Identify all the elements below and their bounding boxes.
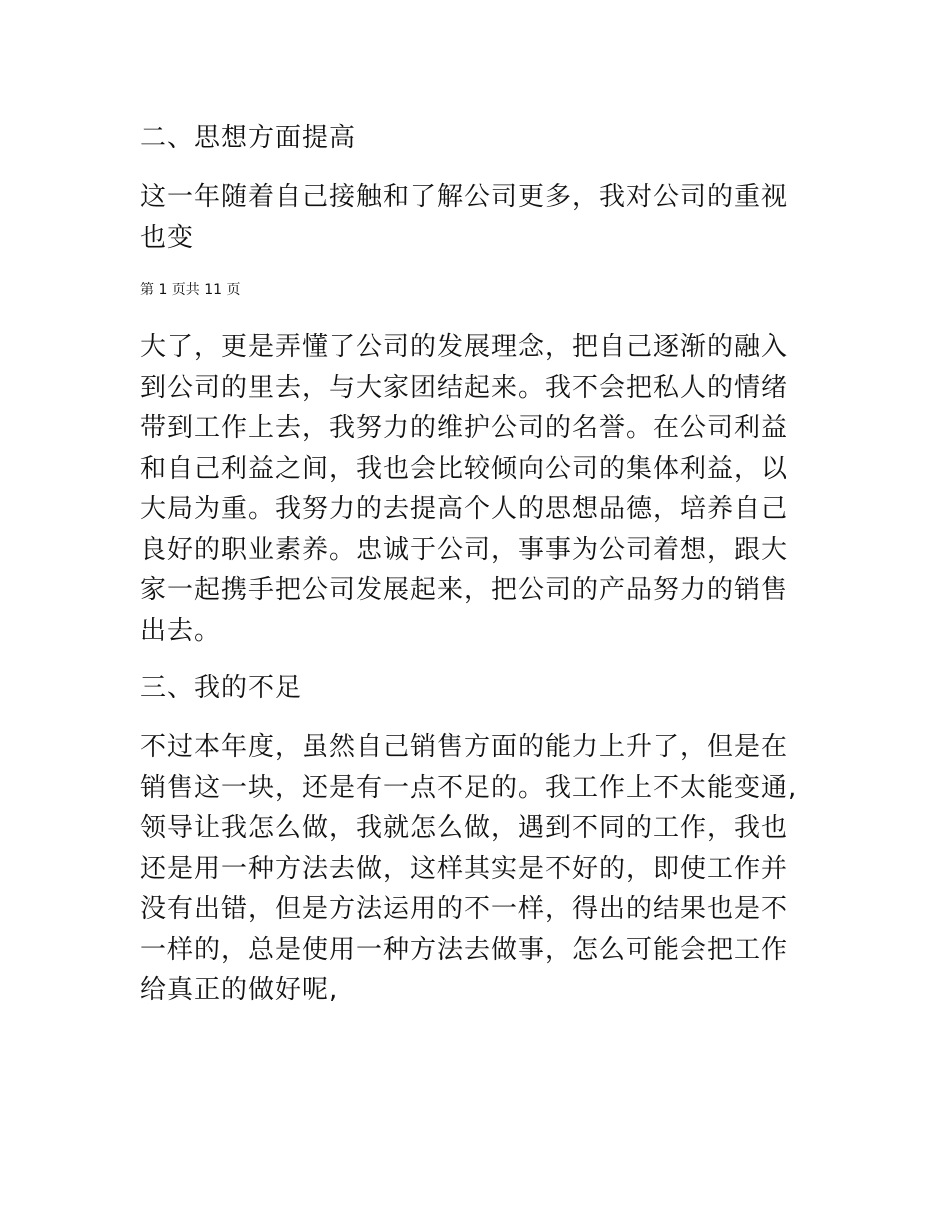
text-line: 和自己利益之间，我也会比较倾向公司的集体利益，以: [140, 453, 789, 484]
text-line: 这一年随着自己接触和了解公司更多，我对公司的重视: [140, 182, 789, 212]
paragraph-gap: [140, 651, 830, 668]
text-line: 大局为重。我努力的去提高个人的思想品德，培养自己: [140, 494, 789, 524]
text-line: 不过本年度，虽然自己销售方面的能力上升了，但是在: [140, 732, 789, 762]
text-line: 一样的，总是使用一种方法去做事，怎么可能会把工作: [140, 934, 789, 965]
intro-paragraph: [140, 177, 830, 258]
section-heading-shortcomings: 三、我的不足: [140, 673, 303, 703]
text-line: 出去。: [140, 615, 222, 646]
text-line: 也变: [140, 222, 195, 253]
document-content: [140, 118, 830, 1011]
text-line: 到公司的里去，与大家团结起来。我不会把私人的情绪: [140, 372, 789, 403]
text-line: 还是用一种方法去做，这样其实是不好的，即使工作并: [140, 853, 789, 884]
page-number-footer: 第 1 页共 11 页: [140, 282, 241, 298]
text-line: 带到工作上去，我努力的维护公司的名誉。在公司利益: [140, 413, 789, 443]
text-line: 没有出错，但是方法运用的不一样，得出的结果也是不: [140, 894, 789, 924]
text-line: 大了，更是弄懂了公司的发展理念，把自己逐渐的融入: [140, 332, 789, 362]
text-line: 给真正的做好呢,: [140, 975, 339, 1005]
section-heading-thinking: 二、思想方面提高: [140, 123, 357, 153]
text-line: 家一起携手把公司发展起来，把公司的产品努力的销售: [140, 575, 789, 605]
shortcomings-paragraph: [140, 727, 830, 1011]
thinking-paragraph: [140, 327, 830, 651]
text-line: 良好的职业素养。忠诚于公司，事事为公司着想，跟大: [140, 534, 789, 565]
text-line: 销售这一块，还是有一点不足的。我工作上不太能变通,: [140, 772, 798, 803]
text-line: 领导让我怎么做，我就怎么做，遇到不同的工作，我也: [140, 813, 789, 843]
